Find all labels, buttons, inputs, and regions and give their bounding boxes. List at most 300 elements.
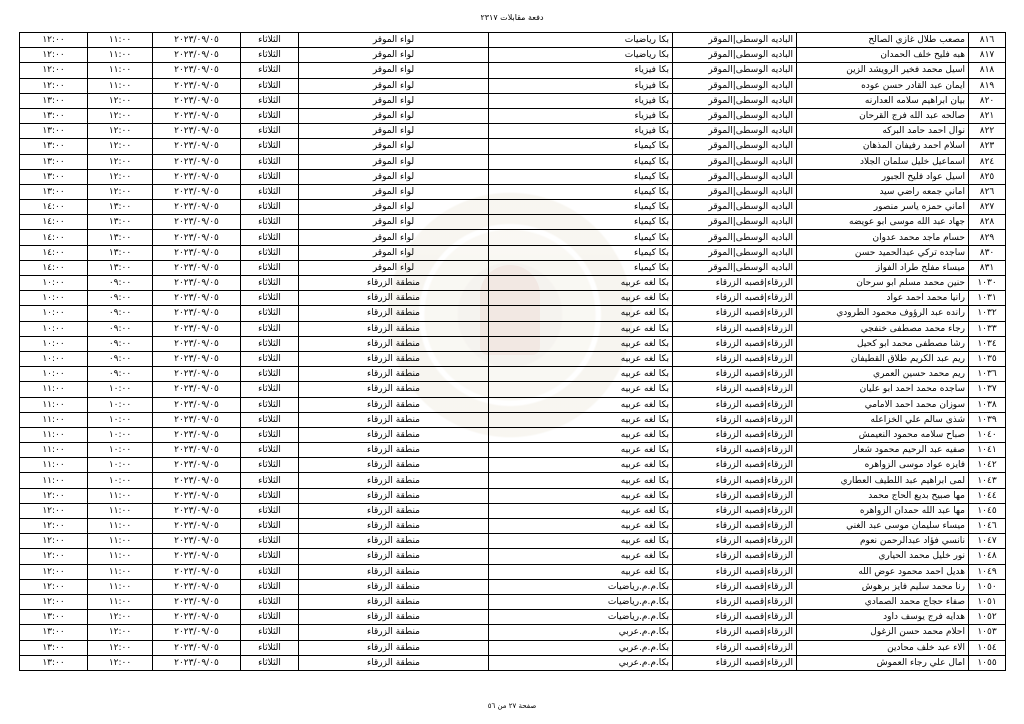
applicant-name-cell: هديل احمد محمود عوض الله	[797, 564, 969, 579]
end-time-cell: ١٣:٠٠	[20, 655, 88, 670]
end-time-cell: ١٠:٠٠	[20, 276, 88, 291]
day-cell: الثلاثاء	[241, 351, 299, 366]
end-time-cell: ١٣:٠٠	[20, 625, 88, 640]
start-time-cell: ١١:٠٠	[88, 488, 153, 503]
interview-location-cell: لواء الموقر	[299, 169, 489, 184]
day-cell: الثلاثاء	[241, 458, 299, 473]
directorate-cell: الزرقاء|قصبه الزرقاء	[673, 503, 797, 518]
day-cell: الثلاثاء	[241, 33, 299, 48]
end-time-cell: ١١:٠٠	[20, 458, 88, 473]
directorate-cell: الباديه الوسطى|الموقر	[673, 124, 797, 139]
serial-number-cell: ٨٢٧	[969, 200, 1006, 215]
end-time-cell: ١٠:٠٠	[20, 336, 88, 351]
applicant-name-cell: شذى سالم علي الخزاعله	[797, 412, 969, 427]
serial-number-cell: ١٠٤١	[969, 443, 1006, 458]
day-cell: الثلاثاء	[241, 93, 299, 108]
day-cell: الثلاثاء	[241, 367, 299, 382]
start-time-cell: ١٢:٠٠	[88, 184, 153, 199]
day-cell: الثلاثاء	[241, 488, 299, 503]
end-time-cell: ١٢:٠٠	[20, 519, 88, 534]
directorate-cell: الباديه الوسطى|الموقر	[673, 33, 797, 48]
date-cell: ٢٠٢٣/٠٩/٠٥	[153, 306, 241, 321]
date-cell: ٢٠٢٣/٠٩/٠٥	[153, 443, 241, 458]
directorate-cell: الزرقاء|قصبه الزرقاء	[673, 534, 797, 549]
day-cell: الثلاثاء	[241, 291, 299, 306]
serial-number-cell: ١٠٣٢	[969, 306, 1006, 321]
end-time-cell: ١٢:٠٠	[20, 63, 88, 78]
day-cell: الثلاثاء	[241, 124, 299, 139]
directorate-cell: الباديه الوسطى|الموقر	[673, 169, 797, 184]
start-time-cell: ١٠:٠٠	[88, 382, 153, 397]
date-cell: ٢٠٢٣/٠٩/٠٥	[153, 321, 241, 336]
end-time-cell: ١٣:٠٠	[20, 154, 88, 169]
serial-number-cell: ١٠٤٣	[969, 473, 1006, 488]
table-row	[20, 336, 1006, 351]
date-cell: ٢٠٢٣/٠٩/٠٥	[153, 610, 241, 625]
serial-number-cell: ٨٢٦	[969, 184, 1006, 199]
day-cell: الثلاثاء	[241, 640, 299, 655]
interview-location-cell: لواء الموقر	[299, 63, 489, 78]
end-time-cell: ١٢:٠٠	[20, 534, 88, 549]
serial-number-cell: ١٠٥٢	[969, 610, 1006, 625]
applicant-name-cell: نور خليل محمد الحياري	[797, 549, 969, 564]
table-row	[20, 260, 1006, 275]
day-cell: الثلاثاء	[241, 321, 299, 336]
applicant-name-cell: ساجده تركي عبدالحميد حسن	[797, 245, 969, 260]
specialization-cell: بكا لغه عربيه	[489, 519, 673, 534]
specialization-cell: بكا.م.م.عربي	[489, 625, 673, 640]
table-row	[20, 33, 1006, 48]
directorate-cell: الباديه الوسطى|الموقر	[673, 48, 797, 63]
applicant-name-cell: رنا محمد سليم فايز برهوش	[797, 579, 969, 594]
directorate-cell: الزرقاء|قصبه الزرقاء	[673, 458, 797, 473]
day-cell: الثلاثاء	[241, 519, 299, 534]
directorate-cell: الباديه الوسطى|الموقر	[673, 215, 797, 230]
end-time-cell: ١٣:٠٠	[20, 139, 88, 154]
interview-location-cell: منطقة الزرقاء	[299, 367, 489, 382]
directorate-cell: الباديه الوسطى|الموقر	[673, 154, 797, 169]
interview-location-cell: منطقة الزرقاء	[299, 503, 489, 518]
table-row	[20, 351, 1006, 366]
end-time-cell: ١٣:٠٠	[20, 184, 88, 199]
applicant-name-cell: اماني جمعه راضي سيد	[797, 184, 969, 199]
page-header: دفعة مقابلات ٢٣١٧	[480, 13, 544, 22]
specialization-cell: بكا لغه عربيه	[489, 564, 673, 579]
date-cell: ٢٠٢٣/٠٩/٠٥	[153, 351, 241, 366]
date-cell: ٢٠٢٣/٠٩/٠٥	[153, 124, 241, 139]
start-time-cell: ١٠:٠٠	[88, 443, 153, 458]
start-time-cell: ١١:٠٠	[88, 519, 153, 534]
directorate-cell: الزرقاء|قصبه الزرقاء	[673, 382, 797, 397]
table-row	[20, 245, 1006, 260]
table-body	[20, 33, 1006, 671]
table-row	[20, 503, 1006, 518]
interview-location-cell: لواء الموقر	[299, 108, 489, 123]
day-cell: الثلاثاء	[241, 108, 299, 123]
end-time-cell: ١٠:٠٠	[20, 291, 88, 306]
start-time-cell: ١٣:٠٠	[88, 260, 153, 275]
directorate-cell: الباديه الوسطى|الموقر	[673, 63, 797, 78]
start-time-cell: ٠٩:٠٠	[88, 276, 153, 291]
directorate-cell: الباديه الوسطى|الموقر	[673, 93, 797, 108]
table-row	[20, 594, 1006, 609]
specialization-cell: بكا.م.م.رياضيات	[489, 579, 673, 594]
interview-schedule-table	[19, 32, 1006, 671]
start-time-cell: ١١:٠٠	[88, 579, 153, 594]
day-cell: الثلاثاء	[241, 625, 299, 640]
serial-number-cell: ٨٣١	[969, 260, 1006, 275]
start-time-cell: ١١:٠٠	[88, 549, 153, 564]
date-cell: ٢٠٢٣/٠٩/٠٥	[153, 382, 241, 397]
date-cell: ٢٠٢٣/٠٩/٠٥	[153, 48, 241, 63]
end-time-cell: ١١:٠٠	[20, 443, 88, 458]
table-row	[20, 412, 1006, 427]
serial-number-cell: ٨٢٥	[969, 169, 1006, 184]
start-time-cell: ١٢:٠٠	[88, 169, 153, 184]
date-cell: ٢٠٢٣/٠٩/٠٥	[153, 93, 241, 108]
interview-location-cell: لواء الموقر	[299, 200, 489, 215]
start-time-cell: ١٢:٠٠	[88, 93, 153, 108]
date-cell: ٢٠٢٣/٠٩/٠٥	[153, 488, 241, 503]
day-cell: الثلاثاء	[241, 78, 299, 93]
applicant-name-cell: هدايه فرج يوسف داود	[797, 610, 969, 625]
table-row	[20, 640, 1006, 655]
interview-location-cell: منطقة الزرقاء	[299, 625, 489, 640]
date-cell: ٢٠٢٣/٠٩/٠٥	[153, 412, 241, 427]
date-cell: ٢٠٢٣/٠٩/٠٥	[153, 473, 241, 488]
specialization-cell: بكا لغه عربيه	[489, 367, 673, 382]
serial-number-cell: ١٠٥١	[969, 594, 1006, 609]
interview-location-cell: لواء الموقر	[299, 124, 489, 139]
date-cell: ٢٠٢٣/٠٩/٠٥	[153, 534, 241, 549]
directorate-cell: الزرقاء|قصبه الزرقاء	[673, 336, 797, 351]
date-cell: ٢٠٢٣/٠٩/٠٥	[153, 549, 241, 564]
serial-number-cell: ١٠٣٦	[969, 367, 1006, 382]
directorate-cell: الزرقاء|قصبه الزرقاء	[673, 549, 797, 564]
specialization-cell: بكا فيزياء	[489, 78, 673, 93]
applicant-name-cell: ميساء مفلح طراد الفواز	[797, 260, 969, 275]
applicant-name-cell: رجاء محمد مصطفى خنفجي	[797, 321, 969, 336]
directorate-cell: الزرقاء|قصبه الزرقاء	[673, 276, 797, 291]
start-time-cell: ١١:٠٠	[88, 48, 153, 63]
start-time-cell: ٠٩:٠٠	[88, 367, 153, 382]
directorate-cell: الزرقاء|قصبه الزرقاء	[673, 488, 797, 503]
interview-location-cell: لواء الموقر	[299, 33, 489, 48]
interview-location-cell: منطقة الزرقاء	[299, 579, 489, 594]
table-row	[20, 291, 1006, 306]
table-row	[20, 169, 1006, 184]
start-time-cell: ٠٩:٠٠	[88, 306, 153, 321]
specialization-cell: بكا لغه عربيه	[489, 443, 673, 458]
date-cell: ٢٠٢٣/٠٩/٠٥	[153, 519, 241, 534]
specialization-cell: بكا لغه عربيه	[489, 488, 673, 503]
specialization-cell: بكا فيزياء	[489, 93, 673, 108]
table-row	[20, 473, 1006, 488]
table-row	[20, 200, 1006, 215]
specialization-cell: بكا رياضيات	[489, 33, 673, 48]
interview-location-cell: لواء الموقر	[299, 260, 489, 275]
table-row	[20, 625, 1006, 640]
specialization-cell: بكا لغه عربيه	[489, 549, 673, 564]
end-time-cell: ١٢:٠٠	[20, 33, 88, 48]
applicant-name-cell: اسلام احمد رفيفان المذهان	[797, 139, 969, 154]
serial-number-cell: ١٠٣٥	[969, 351, 1006, 366]
interview-location-cell: منطقة الزرقاء	[299, 382, 489, 397]
applicant-name-cell: رانيا محمد احمد عواد	[797, 291, 969, 306]
serial-number-cell: ٨٢٨	[969, 215, 1006, 230]
serial-number-cell: ١٠٣٤	[969, 336, 1006, 351]
date-cell: ٢٠٢٣/٠٩/٠٥	[153, 579, 241, 594]
applicant-name-cell: رانده عبد الرؤوف محمود الطرودي	[797, 306, 969, 321]
interview-location-cell: لواء الموقر	[299, 48, 489, 63]
directorate-cell: الزرقاء|قصبه الزرقاء	[673, 412, 797, 427]
date-cell: ٢٠٢٣/٠٩/٠٥	[153, 245, 241, 260]
table-row	[20, 534, 1006, 549]
serial-number-cell: ٨٢٩	[969, 230, 1006, 245]
table-row	[20, 306, 1006, 321]
date-cell: ٢٠٢٣/٠٩/٠٥	[153, 78, 241, 93]
applicant-name-cell: مها عبد الله حمدان الزواهره	[797, 503, 969, 518]
directorate-cell: الباديه الوسطى|الموقر	[673, 230, 797, 245]
serial-number-cell: ٨٢٣	[969, 139, 1006, 154]
table-row	[20, 427, 1006, 442]
table-row	[20, 184, 1006, 199]
end-time-cell: ١١:٠٠	[20, 412, 88, 427]
directorate-cell: الزرقاء|قصبه الزرقاء	[673, 640, 797, 655]
specialization-cell: بكا كيمياء	[489, 215, 673, 230]
day-cell: الثلاثاء	[241, 534, 299, 549]
directorate-cell: الزرقاء|قصبه الزرقاء	[673, 655, 797, 670]
end-time-cell: ١٢:٠٠	[20, 564, 88, 579]
specialization-cell: بكا فيزياء	[489, 63, 673, 78]
table-row	[20, 276, 1006, 291]
interview-location-cell: منطقة الزرقاء	[299, 427, 489, 442]
interview-location-cell: منطقة الزرقاء	[299, 291, 489, 306]
directorate-cell: الزرقاء|قصبه الزرقاء	[673, 625, 797, 640]
serial-number-cell: ٨١٦	[969, 33, 1006, 48]
interview-location-cell: لواء الموقر	[299, 78, 489, 93]
table-row	[20, 655, 1006, 670]
serial-number-cell: ١٠٤٩	[969, 564, 1006, 579]
start-time-cell: ١٢:٠٠	[88, 640, 153, 655]
day-cell: الثلاثاء	[241, 260, 299, 275]
end-time-cell: ١٢:٠٠	[20, 579, 88, 594]
applicant-name-cell: الاء عبد خلف محادين	[797, 640, 969, 655]
interview-location-cell: لواء الموقر	[299, 215, 489, 230]
applicant-name-cell: صالحه عبد الله فرج القرحان	[797, 108, 969, 123]
date-cell: ٢٠٢٣/٠٩/٠٥	[153, 230, 241, 245]
end-time-cell: ١١:٠٠	[20, 473, 88, 488]
applicant-name-cell: ساجده محمد احمد ابو عليان	[797, 382, 969, 397]
specialization-cell: بكا فيزياء	[489, 124, 673, 139]
specialization-cell: بكا لغه عربيه	[489, 306, 673, 321]
end-time-cell: ١١:٠٠	[20, 397, 88, 412]
directorate-cell: الزرقاء|قصبه الزرقاء	[673, 321, 797, 336]
table-row	[20, 63, 1006, 78]
interview-location-cell: لواء الموقر	[299, 245, 489, 260]
table-row	[20, 367, 1006, 382]
serial-number-cell: ١٠٤٤	[969, 488, 1006, 503]
start-time-cell: ١٠:٠٠	[88, 458, 153, 473]
date-cell: ٢٠٢٣/٠٩/٠٥	[153, 108, 241, 123]
interview-location-cell: منطقة الزرقاء	[299, 351, 489, 366]
applicant-name-cell: مصعب طلال غازي الصالح	[797, 33, 969, 48]
date-cell: ٢٠٢٣/٠٩/٠٥	[153, 63, 241, 78]
table-row	[20, 48, 1006, 63]
directorate-cell: الباديه الوسطى|الموقر	[673, 139, 797, 154]
day-cell: الثلاثاء	[241, 154, 299, 169]
day-cell: الثلاثاء	[241, 48, 299, 63]
directorate-cell: الزرقاء|قصبه الزرقاء	[673, 397, 797, 412]
interview-location-cell: منطقة الزرقاء	[299, 594, 489, 609]
table-row	[20, 458, 1006, 473]
serial-number-cell: ١٠٤٥	[969, 503, 1006, 518]
table-row	[20, 579, 1006, 594]
day-cell: الثلاثاء	[241, 230, 299, 245]
applicant-name-cell: نانسي فؤاد عبدالرحمن نعوم	[797, 534, 969, 549]
specialization-cell: بكا لغه عربيه	[489, 291, 673, 306]
specialization-cell: بكا لغه عربيه	[489, 412, 673, 427]
specialization-cell: بكا لغه عربيه	[489, 427, 673, 442]
specialization-cell: بكا كيمياء	[489, 230, 673, 245]
end-time-cell: ١٤:٠٠	[20, 230, 88, 245]
day-cell: الثلاثاء	[241, 412, 299, 427]
interview-location-cell: منطقة الزرقاء	[299, 412, 489, 427]
day-cell: الثلاثاء	[241, 336, 299, 351]
serial-number-cell: ٨٢٤	[969, 154, 1006, 169]
end-time-cell: ١١:٠٠	[20, 427, 88, 442]
end-time-cell: ١٣:٠٠	[20, 169, 88, 184]
day-cell: الثلاثاء	[241, 549, 299, 564]
start-time-cell: ١١:٠٠	[88, 564, 153, 579]
directorate-cell: الزرقاء|قصبه الزرقاء	[673, 594, 797, 609]
end-time-cell: ١١:٠٠	[20, 382, 88, 397]
end-time-cell: ١٠:٠٠	[20, 321, 88, 336]
day-cell: الثلاثاء	[241, 139, 299, 154]
end-time-cell: ١٤:٠٠	[20, 215, 88, 230]
serial-number-cell: ١٠٤٨	[969, 549, 1006, 564]
interview-location-cell: منطقة الزرقاء	[299, 564, 489, 579]
start-time-cell: ١٢:٠٠	[88, 139, 153, 154]
serial-number-cell: ١٠٤٧	[969, 534, 1006, 549]
interview-location-cell: لواء الموقر	[299, 230, 489, 245]
interview-location-cell: لواء الموقر	[299, 184, 489, 199]
applicant-name-cell: امال علي رجاء العموش	[797, 655, 969, 670]
table-row	[20, 321, 1006, 336]
applicant-name-cell: ميساء سليمان موسى عبد الغني	[797, 519, 969, 534]
start-time-cell: ١٢:٠٠	[88, 610, 153, 625]
directorate-cell: الباديه الوسطى|الموقر	[673, 200, 797, 215]
serial-number-cell: ١٠٥٤	[969, 640, 1006, 655]
date-cell: ٢٠٢٣/٠٩/٠٥	[153, 291, 241, 306]
serial-number-cell: ١٠٣٩	[969, 412, 1006, 427]
applicant-name-cell: اسماعيل خليل سلمان الجلاد	[797, 154, 969, 169]
specialization-cell: بكا لغه عربيه	[489, 382, 673, 397]
start-time-cell: ١٢:٠٠	[88, 154, 153, 169]
start-time-cell: ١٠:٠٠	[88, 412, 153, 427]
specialization-cell: بكا رياضيات	[489, 48, 673, 63]
applicant-name-cell: اماني حمزه ياسر منصور	[797, 200, 969, 215]
date-cell: ٢٠٢٣/٠٩/٠٥	[153, 33, 241, 48]
end-time-cell: ١٣:٠٠	[20, 640, 88, 655]
table-row	[20, 78, 1006, 93]
date-cell: ٢٠٢٣/٠٩/٠٥	[153, 640, 241, 655]
table-row	[20, 610, 1006, 625]
start-time-cell: ١١:٠٠	[88, 33, 153, 48]
applicant-name-cell: بيان ابراهيم سلامه العدارنه	[797, 93, 969, 108]
end-time-cell: ١٣:٠٠	[20, 108, 88, 123]
specialization-cell: بكا كيمياء	[489, 169, 673, 184]
date-cell: ٢٠٢٣/٠٩/٠٥	[153, 458, 241, 473]
applicant-name-cell: حنين محمد مسلم ابو سرحان	[797, 276, 969, 291]
date-cell: ٢٠٢٣/٠٩/٠٥	[153, 564, 241, 579]
interview-location-cell: منطقة الزرقاء	[299, 321, 489, 336]
interview-location-cell: لواء الموقر	[299, 93, 489, 108]
day-cell: الثلاثاء	[241, 397, 299, 412]
end-time-cell: ١٠:٠٠	[20, 351, 88, 366]
interview-location-cell: منطقة الزرقاء	[299, 534, 489, 549]
specialization-cell: بكا لغه عربيه	[489, 473, 673, 488]
start-time-cell: ١٢:٠٠	[88, 625, 153, 640]
specialization-cell: بكا لغه عربيه	[489, 351, 673, 366]
table-row	[20, 124, 1006, 139]
serial-number-cell: ١٠٣٣	[969, 321, 1006, 336]
specialization-cell: بكا كيمياء	[489, 200, 673, 215]
start-time-cell: ١٣:٠٠	[88, 245, 153, 260]
interview-location-cell: منطقة الزرقاء	[299, 488, 489, 503]
serial-number-cell: ١٠٣١	[969, 291, 1006, 306]
date-cell: ٢٠٢٣/٠٩/٠٥	[153, 184, 241, 199]
day-cell: الثلاثاء	[241, 564, 299, 579]
directorate-cell: الزرقاء|قصبه الزرقاء	[673, 610, 797, 625]
serial-number-cell: ٨٢١	[969, 108, 1006, 123]
applicant-name-cell: احلام محمد حسن الزغول	[797, 625, 969, 640]
date-cell: ٢٠٢٣/٠٩/٠٥	[153, 503, 241, 518]
start-time-cell: ١٢:٠٠	[88, 108, 153, 123]
table-row	[20, 215, 1006, 230]
applicant-name-cell: حسام ماجد محمد عدوان	[797, 230, 969, 245]
day-cell: الثلاثاء	[241, 427, 299, 442]
date-cell: ٢٠٢٣/٠٩/٠٥	[153, 154, 241, 169]
start-time-cell: ١٣:٠٠	[88, 230, 153, 245]
interview-location-cell: منطقة الزرقاء	[299, 306, 489, 321]
serial-number-cell: ١٠٥٠	[969, 579, 1006, 594]
directorate-cell: الزرقاء|قصبه الزرقاء	[673, 291, 797, 306]
applicant-name-cell: صفيه عبد الرحيم محمود شعار	[797, 443, 969, 458]
start-time-cell: ١١:٠٠	[88, 78, 153, 93]
end-time-cell: ١٣:٠٠	[20, 610, 88, 625]
directorate-cell: الزرقاء|قصبه الزرقاء	[673, 427, 797, 442]
date-cell: ٢٠٢٣/٠٩/٠٥	[153, 397, 241, 412]
applicant-name-cell: ريم محمد حسين العمري	[797, 367, 969, 382]
start-time-cell: ١٠:٠٠	[88, 473, 153, 488]
serial-number-cell: ٨٣٠	[969, 245, 1006, 260]
start-time-cell: ١٣:٠٠	[88, 200, 153, 215]
date-cell: ٢٠٢٣/٠٩/٠٥	[153, 427, 241, 442]
start-time-cell: ١١:٠٠	[88, 503, 153, 518]
serial-number-cell: ١٠٣٨	[969, 397, 1006, 412]
end-time-cell: ١٣:٠٠	[20, 124, 88, 139]
end-time-cell: ١٢:٠٠	[20, 48, 88, 63]
start-time-cell: ٠٩:٠٠	[88, 351, 153, 366]
serial-number-cell: ١٠٤٠	[969, 427, 1006, 442]
day-cell: الثلاثاء	[241, 610, 299, 625]
specialization-cell: بكا كيمياء	[489, 154, 673, 169]
interview-location-cell: منطقة الزرقاء	[299, 655, 489, 670]
interview-location-cell: منطقة الزرقاء	[299, 519, 489, 534]
interview-location-cell: منطقة الزرقاء	[299, 397, 489, 412]
date-cell: ٢٠٢٣/٠٩/٠٥	[153, 594, 241, 609]
